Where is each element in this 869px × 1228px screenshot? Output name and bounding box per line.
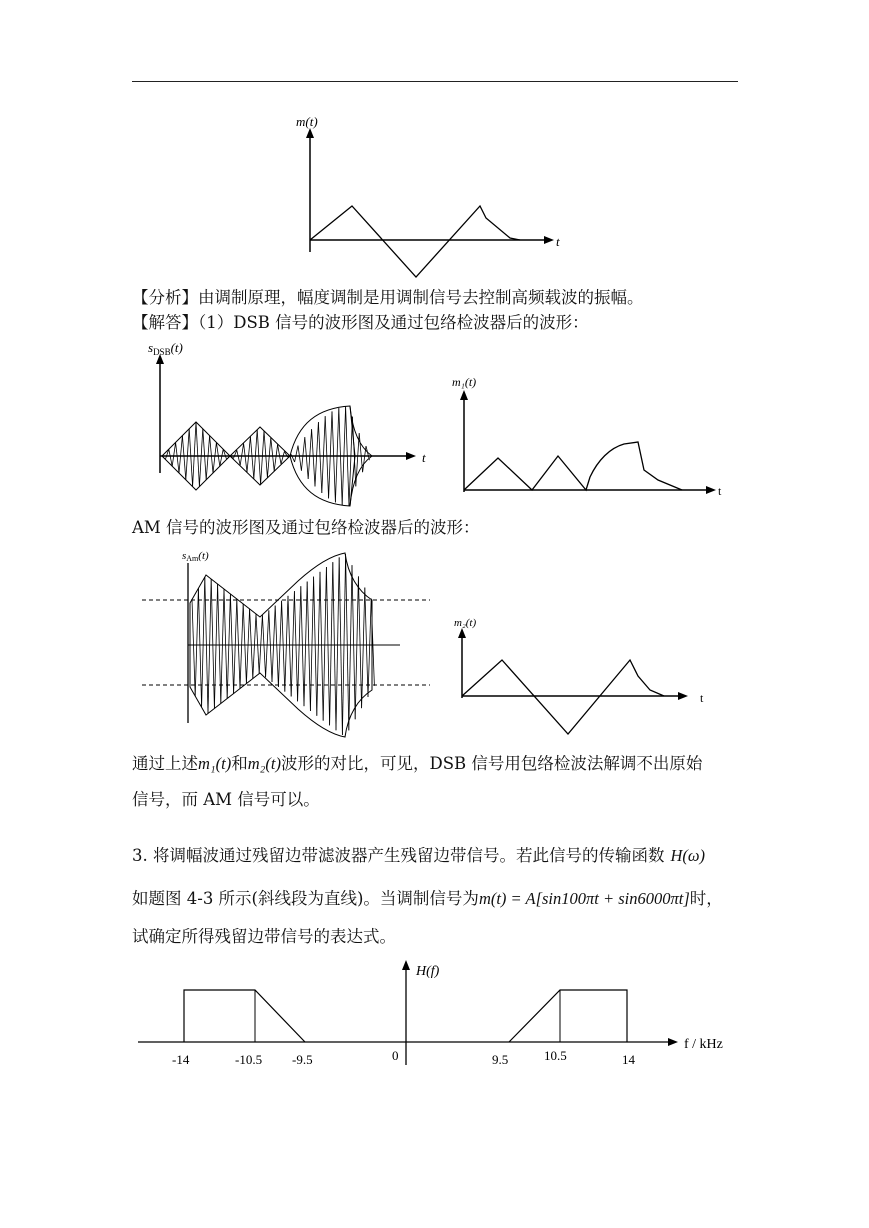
m-t-xlabel: t xyxy=(556,234,560,249)
q3-formula: m(t) = A[sin100πt + sin6000πt] xyxy=(478,889,690,908)
tick-label: -10.5 xyxy=(235,1052,263,1067)
m1-ylabel: m₁(t) xyxy=(452,375,477,389)
dsb-ylabel: $s_{DSB}(t)$ xyxy=(148,340,183,357)
m2-ylabel: m₂(t) xyxy=(454,617,477,629)
compare-line-1: 通过上述m₁(t)和m₂(t)波形的对比，可见，DSB 信号用包络检波法解调不出原始 xyxy=(132,754,703,773)
tick-label: 9.5 xyxy=(492,1052,509,1067)
answer-line: 【解答】（1）DSB 信号的波形图及通过包络检波器后的波形： xyxy=(132,313,589,332)
m2-xlabel: t xyxy=(700,691,704,705)
q3-line-2: 如题图 4-3 所示(斜线段为直线)。当调制信号为m(t) = A[sin100πt + sin6000πt]时， xyxy=(132,889,723,908)
figure-dsb xyxy=(140,338,440,503)
H-f-ylabel: H(f) xyxy=(416,964,440,979)
tick-label: 14 xyxy=(622,1052,635,1067)
tick-label: -14 xyxy=(172,1052,190,1067)
header-rule xyxy=(132,81,738,82)
m-t-ylabel: m(t) xyxy=(296,114,318,129)
tick-label: 10.5 xyxy=(544,1048,567,1063)
figure-H-f xyxy=(132,955,742,1080)
tick-label: -9.5 xyxy=(292,1052,313,1067)
am-caption-line: AM 信号的波形图及通过包络检波器后的波形： xyxy=(132,518,480,537)
am-carrier xyxy=(192,554,374,735)
tick-label: 0 xyxy=(392,1048,399,1063)
dsb-xlabel: t xyxy=(422,450,426,465)
q3-line-1: 3. 将调幅波通过残留边带滤波器产生残留边带信号。若此信号的传输函数 H(ω) xyxy=(132,846,706,865)
m2-inline: m₂(t) xyxy=(247,754,281,773)
figure-m1 xyxy=(448,372,738,502)
compare-line-2: 信号，而 AM 信号可以。 xyxy=(132,790,320,809)
q3-line-3: 试确定所得残留边带信号的表达式。 xyxy=(132,927,396,946)
figure-am xyxy=(138,545,438,727)
H-f-xlabel: f / kHz xyxy=(684,1037,723,1052)
analysis-line: 【分析】由调制原理，幅度调制是用调制信号去控制高频载波的振幅。 xyxy=(132,288,644,307)
am-ylabel: sAm(t) xyxy=(182,550,209,563)
m1-xlabel: t xyxy=(718,484,722,498)
figure-m-t xyxy=(290,112,570,282)
figure-m2 xyxy=(448,614,738,744)
m1-inline: m₁(t) xyxy=(198,754,232,773)
